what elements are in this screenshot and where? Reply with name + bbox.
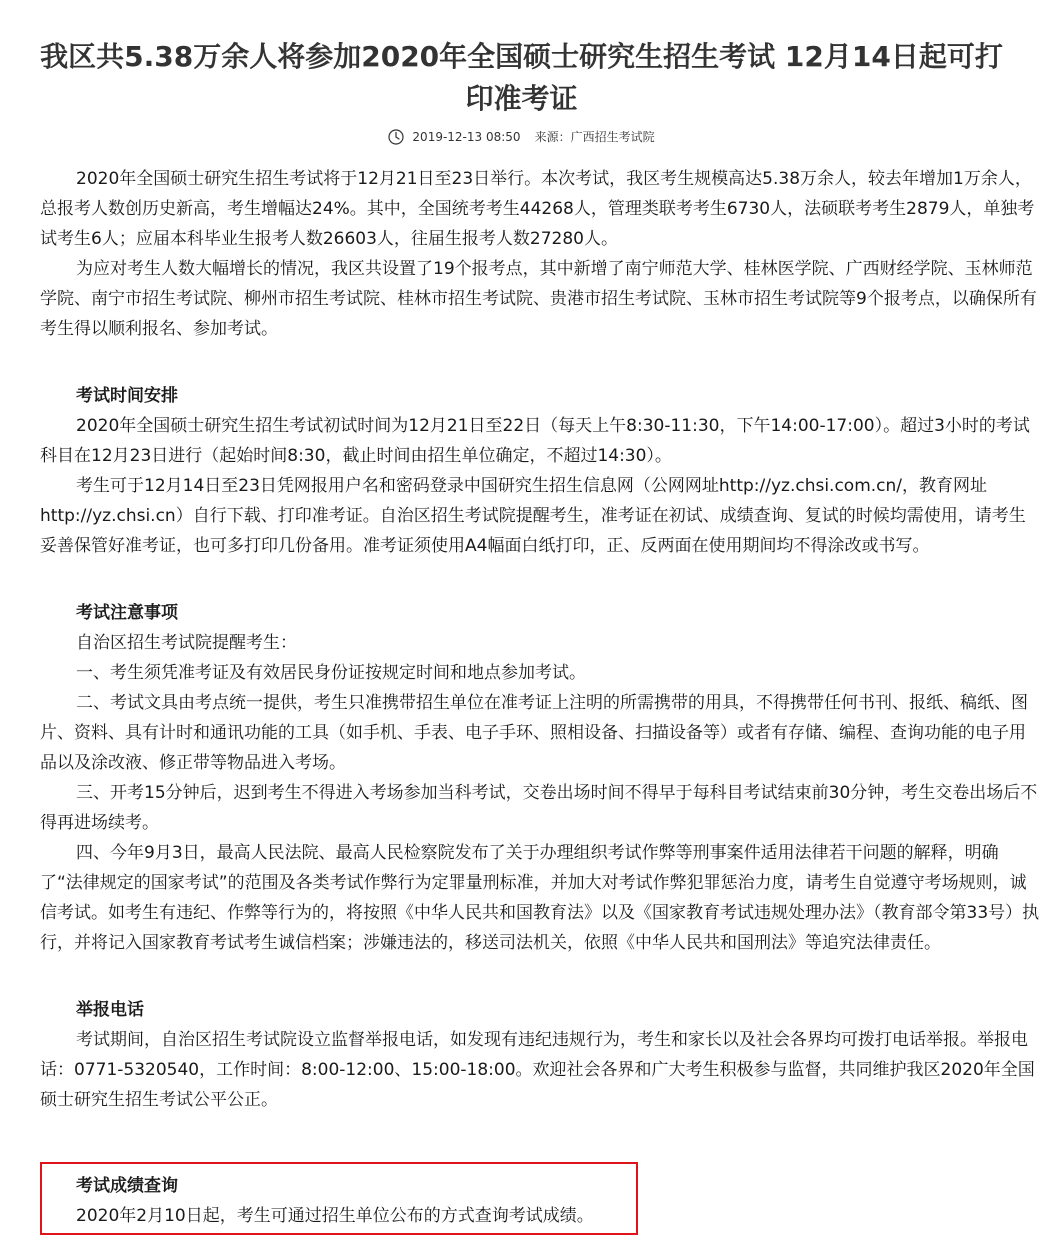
notes-paragraph: 二、考试文具由考点统一提供，考生只准携带招生单位在准考证上注明的所需携带的用具，不得携带任何书刊、报纸、稿纸、图片、资料、具有计时和通讯功能的工具（如手机、手表、电子手环、照相设备、扫描设备等）或者有存储、编程、查询功能的电子用品以及涂改液、修正带等物品进入考场。 (40, 693, 1028, 773)
hotline-paragraph: 考试期间，自治区招生考试院设立监督举报电话，如发现有违纪违规行为，考生和家长以及社会各界均可拨打电话举报。举报电话：0771-5320540，工作时间：8:00-12:00、15:00-18:00。欢迎社会各界和广大考生积极参与监督，共同维护我区2020年全国硕士研究生招生考试公平公正。 (40, 1030, 1035, 1110)
schedule-paragraph: 考生可于12月14日至23日凭网报用户名和密码登录中国研究生招生信息网（公网网址http://yz.chsi.com.cn/，教育网址http://yz.chsi.cn）自行下载、打印准考证。自治区招生考试院提醒考生，准考证在初试、成绩查询、复试的时候均需使用，请考生妥善保管好准考证，也可多打印几份备用。准考证须使用A4幅面白纸打印，正、反两面在使用期间均不得涂改或书写。 (40, 476, 1026, 556)
notes-paragraph: 三、开考15分钟后，迟到考生不得进入考场参加当科考试，交卷出场时间不得早于每科目考试结束前30分钟，考生交卷出场后不得再进场续考。 (40, 783, 1038, 833)
article-title: 我区共5.38万余人将参加2020年全国硕士研究生招生考试 12月14日起可打印准考证 (40, 40, 1003, 115)
section-heading-hotline: 举报电话 (76, 1000, 144, 1020)
results-section (40, 1171, 640, 1231)
publish-date: 2019-12-13 08:50 (412, 130, 521, 144)
results-paragraph: 2020年2月10日起，考生可通过招生单位公布的方式查询考试成绩。 (76, 1206, 594, 1226)
article-body (40, 164, 1040, 1115)
article-source: 来源：广西招生考试院 (534, 130, 655, 144)
clock-icon (388, 129, 404, 145)
intro-paragraph: 为应对考生人数大幅增长的情况，我区共设置了19个报考点，其中新增了南宁师范大学、桂林医学院、广西财经学院、玉林师范学院、南宁市招生考试院、柳州市招生考试院、桂林市招生考试院、贵港市招生考试院、玉林市招生考试院等9个报考点，以确保所有考生得以顺利报名、参加考试。 (40, 259, 1037, 339)
schedule-paragraph: 2020年全国硕士研究生招生考试初试时间为12月21日至22日（每天上午8:30-11:30，下午14:00-17:00）。超过3小时的考试科目在12月23日进行（起始时间8:30，截止时间由招生单位确定，不超过14:30）。 (40, 416, 1030, 466)
section-heading-notes: 考试注意事项 (76, 603, 178, 623)
notes-paragraph: 一、考生须凭准考证及有效居民身份证按规定时间和地点参加考试。 (76, 663, 586, 683)
section-heading-results: 考试成绩查询 (76, 1176, 178, 1196)
notes-paragraph: 自治区招生考试院提醒考生： (76, 633, 297, 653)
article-meta (0, 128, 1043, 146)
intro-paragraph: 2020年全国硕士研究生招生考试将于12月21日至23日举行。本次考试，我区考生规模高达5.38万余人，较去年增加1万余人，总报考人数创历史新高，考生增幅达24%。其中，全国统考考生44268人，管理类联考考生6730人，法硕联考考生2879人，单独考试考生6人；应届本科毕业生报考人数26603人，往届生报考人数27280人。 (40, 169, 1035, 249)
notes-paragraph: 四、今年9月3日，最高人民法院、最高人民检察院发布了关于办理组织考试作弊等刑事案件适用法律若干问题的解释，明确了“法律规定的国家考试”的范围及各类考试作弊行为定罪量刑标准，并加大对考试作弊犯罪惩治力度，请考生自觉遵守考场规则，诚信考试。如考生有违纪、作弊等行为的，将按照《中华人民共和国教育法》以及《国家教育考试违规处理办法》（教育部令第33号）执行，并将记入国家教育考试考生诚信档案；涉嫌违法的，移送司法机关，依照《中华人民共和国刑法》等追究法律责任。 (40, 843, 1040, 953)
section-heading-schedule: 考试时间安排 (76, 386, 178, 406)
